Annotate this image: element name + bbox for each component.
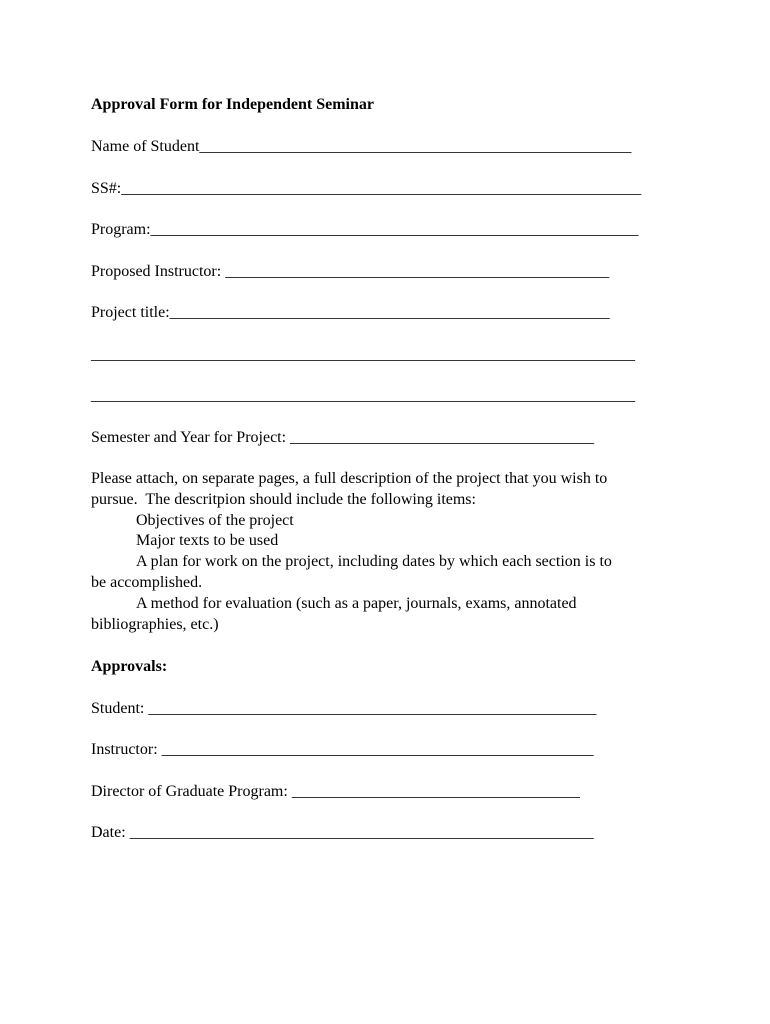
approvals-heading: Approvals: bbox=[91, 658, 168, 675]
form-title: Approval Form for Independent Seminar bbox=[91, 96, 374, 113]
date-field[interactable]: Date: __________________________________________________________ bbox=[91, 824, 594, 841]
project-title-continuation-line[interactable]: ____________________________________________________________________ bbox=[91, 346, 635, 363]
instructions-paragraph bbox=[91, 469, 691, 635]
instruction-item: Objectives of the project bbox=[136, 511, 294, 529]
name-of-student-field[interactable]: Name of Student______________________________________________________ bbox=[91, 138, 632, 155]
project-title-continuation-line[interactable]: ____________________________________________________________________ bbox=[91, 387, 635, 404]
semester-year-field[interactable]: Semester and Year for Project: ______________________________________ bbox=[91, 429, 595, 446]
instruction-item: Major texts to be used bbox=[136, 532, 279, 550]
program-field[interactable]: Program:_____________________________________________________________ bbox=[91, 221, 639, 238]
instructions-text: pursue. The descritpion should include the following items: bbox=[91, 490, 476, 508]
instruction-item-continuation: be accomplished. bbox=[91, 573, 203, 591]
instruction-item-continuation: bibliographies, etc.) bbox=[91, 615, 219, 633]
instructor-signature-field[interactable]: Instructor: ______________________________________________________ bbox=[91, 741, 594, 758]
project-title-field[interactable]: Project title:_______________________________________________________ bbox=[91, 304, 610, 321]
ss-field[interactable]: SS#:_________________________________________________________________ bbox=[91, 180, 642, 197]
instruction-item: A plan for work on the project, including dates by which each section is to bbox=[136, 553, 612, 571]
student-signature-field[interactable]: Student: ________________________________________________________ bbox=[91, 700, 597, 717]
proposed-instructor-field[interactable]: Proposed Instructor: ________________________________________________ bbox=[91, 263, 610, 280]
instructions-text: Please attach, on separate pages, a full description of the project that you wish to bbox=[91, 470, 608, 487]
instruction-item: A method for evaluation (such as a paper, journals, exams, annotated bbox=[136, 594, 577, 612]
director-signature-field[interactable]: Director of Graduate Program: ____________________________________ bbox=[91, 783, 580, 800]
